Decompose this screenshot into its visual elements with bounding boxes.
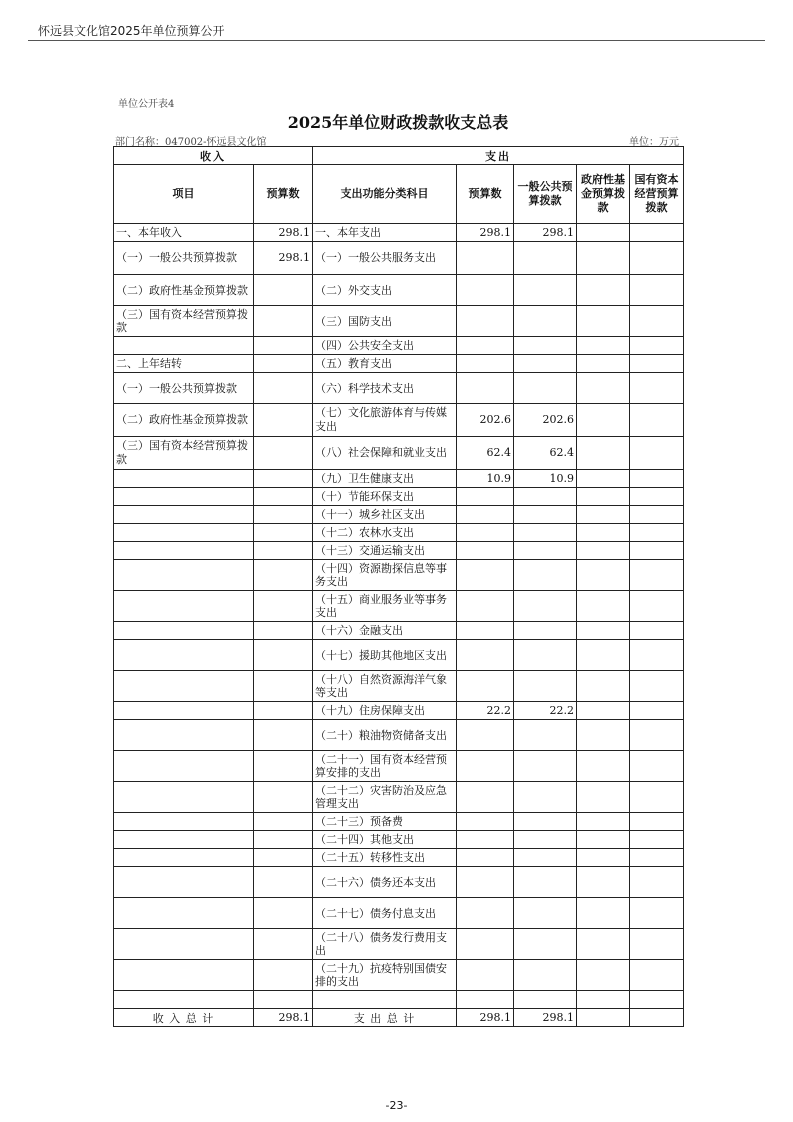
expense-item-cell: （二十二）灾害防治及应急管理支出 bbox=[313, 782, 457, 813]
expense-item-cell: （十五）商业服务业等事务支出 bbox=[313, 591, 457, 622]
general-value-cell: 10.9 bbox=[514, 470, 577, 488]
expense-value-cell bbox=[457, 831, 514, 849]
expense-value-cell: 22.2 bbox=[457, 702, 514, 720]
gov-fund-value-cell bbox=[577, 337, 630, 355]
table-row bbox=[114, 960, 684, 991]
income-value-cell bbox=[254, 560, 313, 591]
expense-value-cell bbox=[457, 337, 514, 355]
table-row bbox=[114, 275, 684, 306]
general-value-cell bbox=[514, 488, 577, 506]
table-row bbox=[114, 929, 684, 960]
income-item-cell: 二、上年结转 bbox=[114, 355, 254, 373]
running-title: 怀远县文化馆2025年单位预算公开 bbox=[38, 24, 225, 38]
gov-fund-value-cell bbox=[577, 898, 630, 929]
expense-value-cell bbox=[457, 813, 514, 831]
state-total-value bbox=[630, 1009, 684, 1027]
state-capital-value-cell bbox=[630, 849, 684, 867]
col-general: 一般公共预算拨款 bbox=[514, 165, 577, 224]
gov-fund-value-cell bbox=[577, 929, 630, 960]
income-value-cell bbox=[254, 867, 313, 898]
income-value-cell bbox=[254, 849, 313, 867]
department-name: 部门名称：047002-怀远县文化馆 bbox=[115, 137, 267, 148]
income-value-cell bbox=[254, 404, 313, 437]
income-item-cell bbox=[114, 831, 254, 849]
state-capital-value-cell bbox=[630, 867, 684, 898]
table-row bbox=[114, 373, 684, 404]
general-value-cell bbox=[514, 831, 577, 849]
col-gov-fund: 政府性基金预算拨款 bbox=[577, 165, 630, 224]
income-item-cell: （三）国有资本经营预算拨款 bbox=[114, 437, 254, 470]
income-value-cell bbox=[254, 275, 313, 306]
general-value-cell bbox=[514, 813, 577, 831]
expense-item-cell: （十六）金融支出 bbox=[313, 622, 457, 640]
gov-fund-value-cell bbox=[577, 242, 630, 275]
income-value-cell bbox=[254, 960, 313, 991]
income-value-cell bbox=[254, 720, 313, 751]
table-row bbox=[114, 751, 684, 782]
income-item-cell: （三）国有资本经营预算拨款 bbox=[114, 306, 254, 337]
table-row bbox=[114, 524, 684, 542]
income-item-cell bbox=[114, 929, 254, 960]
general-value-cell bbox=[514, 373, 577, 404]
general-value-cell: 202.6 bbox=[514, 404, 577, 437]
gov-fund-value-cell bbox=[577, 813, 630, 831]
state-capital-value-cell bbox=[630, 991, 684, 1009]
general-value-cell bbox=[514, 542, 577, 560]
expense-item-cell: 一、本年支出 bbox=[313, 224, 457, 242]
income-item-cell bbox=[114, 960, 254, 991]
table-row bbox=[114, 831, 684, 849]
gov-fund-value-cell bbox=[577, 437, 630, 470]
state-capital-value-cell bbox=[630, 224, 684, 242]
table-row bbox=[114, 671, 684, 702]
expense-value-cell bbox=[457, 671, 514, 702]
expense-item-cell: （二十六）债务还本支出 bbox=[313, 867, 457, 898]
expense-value-cell: 62.4 bbox=[457, 437, 514, 470]
expense-item-cell: （四）公共安全支出 bbox=[313, 337, 457, 355]
general-value-cell: 62.4 bbox=[514, 437, 577, 470]
gov-fund-value-cell bbox=[577, 560, 630, 591]
general-value-cell bbox=[514, 849, 577, 867]
state-capital-value-cell bbox=[630, 720, 684, 751]
income-item-cell: （二）政府性基金预算拨款 bbox=[114, 275, 254, 306]
table-row bbox=[114, 337, 684, 355]
gov-fund-value-cell bbox=[577, 542, 630, 560]
income-value-cell bbox=[254, 929, 313, 960]
gov-fund-value-cell bbox=[577, 960, 630, 991]
table-row bbox=[114, 542, 684, 560]
general-value-cell bbox=[514, 898, 577, 929]
income-total-value: 298.1 bbox=[254, 1009, 313, 1027]
expense-value-cell: 202.6 bbox=[457, 404, 514, 437]
income-item-cell: （一）一般公共预算拨款 bbox=[114, 242, 254, 275]
income-item-cell bbox=[114, 337, 254, 355]
table-row bbox=[114, 506, 684, 524]
general-total-value: 298.1 bbox=[514, 1009, 577, 1027]
income-section-header bbox=[114, 147, 313, 165]
gov-fund-value-cell bbox=[577, 831, 630, 849]
state-capital-value-cell bbox=[630, 242, 684, 275]
state-capital-value-cell bbox=[630, 831, 684, 849]
expense-value-cell bbox=[457, 275, 514, 306]
table-row bbox=[114, 355, 684, 373]
gov-fund-value-cell bbox=[577, 470, 630, 488]
income-value-cell bbox=[254, 337, 313, 355]
expense-item-cell: （二十四）其他支出 bbox=[313, 831, 457, 849]
expense-item-cell: （六）科学技术支出 bbox=[313, 373, 457, 404]
general-value-cell bbox=[514, 337, 577, 355]
income-item-cell bbox=[114, 622, 254, 640]
general-value-cell bbox=[514, 960, 577, 991]
income-item-cell bbox=[114, 751, 254, 782]
income-item-cell bbox=[114, 702, 254, 720]
expense-value-cell bbox=[457, 506, 514, 524]
state-capital-value-cell bbox=[630, 275, 684, 306]
income-section-label: 收入 bbox=[200, 149, 226, 163]
state-capital-value-cell bbox=[630, 560, 684, 591]
table-row bbox=[114, 782, 684, 813]
gov-fund-value-cell bbox=[577, 991, 630, 1009]
col-budget: 预算数 bbox=[254, 165, 313, 224]
general-value-cell bbox=[514, 355, 577, 373]
state-capital-value-cell bbox=[630, 591, 684, 622]
expense-item-cell bbox=[313, 991, 457, 1009]
expense-item-cell: （十三）交通运输支出 bbox=[313, 542, 457, 560]
gov-fund-value-cell bbox=[577, 622, 630, 640]
income-item-cell bbox=[114, 782, 254, 813]
state-capital-value-cell bbox=[630, 898, 684, 929]
income-value-cell bbox=[254, 524, 313, 542]
general-value-cell bbox=[514, 671, 577, 702]
gov-fund-value-cell bbox=[577, 702, 630, 720]
general-value-cell bbox=[514, 275, 577, 306]
expense-item-cell: （八）社会保障和就业支出 bbox=[313, 437, 457, 470]
expense-item-cell: （十二）农林水支出 bbox=[313, 524, 457, 542]
total-row bbox=[114, 1009, 684, 1027]
state-capital-value-cell bbox=[630, 306, 684, 337]
expense-value-cell bbox=[457, 640, 514, 671]
expense-item-cell: （二十九）抗疫特别国债安排的支出 bbox=[313, 960, 457, 991]
income-item-cell bbox=[114, 991, 254, 1009]
col-state-capital: 国有资本经营预算拨款 bbox=[630, 165, 684, 224]
general-value-cell bbox=[514, 506, 577, 524]
state-capital-value-cell bbox=[630, 437, 684, 470]
state-capital-value-cell bbox=[630, 640, 684, 671]
general-value-cell bbox=[514, 560, 577, 591]
income-item-cell bbox=[114, 849, 254, 867]
col-exp-budget: 预算数 bbox=[457, 165, 514, 224]
table-row bbox=[114, 640, 684, 671]
gov-fund-value-cell bbox=[577, 640, 630, 671]
expense-value-cell bbox=[457, 622, 514, 640]
income-item-cell bbox=[114, 560, 254, 591]
expense-total-label: 支 出 总 计 bbox=[313, 1009, 457, 1027]
state-capital-value-cell bbox=[630, 702, 684, 720]
income-value-cell bbox=[254, 898, 313, 929]
expense-value-cell bbox=[457, 960, 514, 991]
income-value-cell bbox=[254, 813, 313, 831]
expense-item-cell: （十四）资源勘探信息等事务支出 bbox=[313, 560, 457, 591]
income-value-cell bbox=[254, 470, 313, 488]
table-row bbox=[114, 591, 684, 622]
expense-item-cell: （二）外交支出 bbox=[313, 275, 457, 306]
income-item-cell bbox=[114, 671, 254, 702]
income-value-cell: 298.1 bbox=[254, 242, 313, 275]
expense-value-cell bbox=[457, 849, 514, 867]
expense-value-cell bbox=[457, 898, 514, 929]
general-value-cell bbox=[514, 242, 577, 275]
table-row bbox=[114, 813, 684, 831]
gov-fund-value-cell bbox=[577, 506, 630, 524]
income-value-cell bbox=[254, 437, 313, 470]
expense-value-cell bbox=[457, 306, 514, 337]
expense-item-cell: （二十八）债务发行费用支出 bbox=[313, 929, 457, 960]
state-capital-value-cell bbox=[630, 813, 684, 831]
expense-value-cell: 10.9 bbox=[457, 470, 514, 488]
state-capital-value-cell bbox=[630, 622, 684, 640]
expense-value-cell bbox=[457, 488, 514, 506]
table-row bbox=[114, 849, 684, 867]
expense-value-cell bbox=[457, 355, 514, 373]
general-value-cell bbox=[514, 640, 577, 671]
gov-fund-value-cell bbox=[577, 404, 630, 437]
expense-value-cell bbox=[457, 542, 514, 560]
income-value-cell: 298.1 bbox=[254, 224, 313, 242]
expense-value-cell: 298.1 bbox=[457, 224, 514, 242]
general-value-cell: 298.1 bbox=[514, 224, 577, 242]
table-row bbox=[114, 622, 684, 640]
gov-fund-value-cell bbox=[577, 591, 630, 622]
page-number: -23- bbox=[385, 1099, 408, 1112]
income-item-cell bbox=[114, 488, 254, 506]
income-item-cell: 一、本年收入 bbox=[114, 224, 254, 242]
income-item-cell bbox=[114, 542, 254, 560]
income-value-cell bbox=[254, 831, 313, 849]
expense-item-cell: （十八）自然资源海洋气象等支出 bbox=[313, 671, 457, 702]
income-value-cell bbox=[254, 591, 313, 622]
table-row bbox=[114, 224, 684, 242]
expense-value-cell bbox=[457, 991, 514, 1009]
col-item: 项目 bbox=[114, 165, 254, 224]
income-item-cell bbox=[114, 813, 254, 831]
expense-item-cell: （三）国防支出 bbox=[313, 306, 457, 337]
expense-section-header bbox=[313, 147, 684, 165]
expense-value-cell bbox=[457, 782, 514, 813]
state-capital-value-cell bbox=[630, 506, 684, 524]
income-item-cell bbox=[114, 506, 254, 524]
state-capital-value-cell bbox=[630, 373, 684, 404]
state-capital-value-cell bbox=[630, 542, 684, 560]
general-value-cell bbox=[514, 524, 577, 542]
expense-item-cell: （二十）粮油物资储备支出 bbox=[313, 720, 457, 751]
gov-fund-value-cell bbox=[577, 275, 630, 306]
general-value-cell bbox=[514, 720, 577, 751]
expense-value-cell bbox=[457, 242, 514, 275]
general-value-cell bbox=[514, 991, 577, 1009]
state-capital-value-cell bbox=[630, 355, 684, 373]
general-value-cell: 22.2 bbox=[514, 702, 577, 720]
gov-fund-value-cell bbox=[577, 373, 630, 404]
gov-fund-value-cell bbox=[577, 751, 630, 782]
income-item-cell bbox=[114, 470, 254, 488]
general-value-cell bbox=[514, 929, 577, 960]
state-capital-value-cell bbox=[630, 404, 684, 437]
expense-item-cell: （十七）援助其他地区支出 bbox=[313, 640, 457, 671]
table-row bbox=[114, 488, 684, 506]
page-title: 2025年单位财政拨款收支总表 bbox=[287, 113, 509, 132]
table-row bbox=[114, 991, 684, 1009]
expense-item-cell: （二十五）转移性支出 bbox=[313, 849, 457, 867]
state-capital-value-cell bbox=[630, 524, 684, 542]
income-value-cell bbox=[254, 506, 313, 524]
unit-label: 单位：万元 bbox=[629, 137, 679, 148]
table-row bbox=[114, 867, 684, 898]
income-item-cell bbox=[114, 640, 254, 671]
table-row bbox=[114, 470, 684, 488]
income-value-cell bbox=[254, 702, 313, 720]
expense-value-cell bbox=[457, 591, 514, 622]
income-total-label: 收 入 总 计 bbox=[114, 1009, 254, 1027]
income-item-cell: （一）一般公共预算拨款 bbox=[114, 373, 254, 404]
table-row bbox=[114, 242, 684, 275]
table-body bbox=[114, 224, 684, 1009]
income-item-cell bbox=[114, 524, 254, 542]
form-number: 单位公开表4 bbox=[118, 99, 175, 110]
income-value-cell bbox=[254, 542, 313, 560]
general-value-cell bbox=[514, 782, 577, 813]
state-capital-value-cell bbox=[630, 782, 684, 813]
general-value-cell bbox=[514, 867, 577, 898]
gov-fund-value-cell bbox=[577, 867, 630, 898]
expense-section-label: 支出 bbox=[485, 149, 512, 163]
gov-fund-value-cell bbox=[577, 224, 630, 242]
state-capital-value-cell bbox=[630, 929, 684, 960]
state-capital-value-cell bbox=[630, 337, 684, 355]
expense-value-cell bbox=[457, 720, 514, 751]
expense-value-cell bbox=[457, 867, 514, 898]
state-capital-value-cell bbox=[630, 470, 684, 488]
gov-fund-value-cell bbox=[577, 782, 630, 813]
expense-value-cell bbox=[457, 373, 514, 404]
gov-fund-value-cell bbox=[577, 524, 630, 542]
table-row bbox=[114, 306, 684, 337]
income-value-cell bbox=[254, 751, 313, 782]
income-value-cell bbox=[254, 671, 313, 702]
table-row bbox=[114, 437, 684, 470]
running-header bbox=[28, 18, 765, 41]
expense-value-cell bbox=[457, 751, 514, 782]
gov-fund-value-cell bbox=[577, 355, 630, 373]
state-capital-value-cell bbox=[630, 671, 684, 702]
col-function: 支出功能分类科目 bbox=[313, 165, 457, 224]
expense-value-cell bbox=[457, 929, 514, 960]
expense-item-cell: （七）文化旅游体育与传媒支出 bbox=[313, 404, 457, 437]
gov-fund-value-cell bbox=[577, 306, 630, 337]
expense-item-cell: （十九）住房保障支出 bbox=[313, 702, 457, 720]
expense-value-cell bbox=[457, 524, 514, 542]
expense-item-cell: （一）一般公共服务支出 bbox=[313, 242, 457, 275]
income-item-cell bbox=[114, 591, 254, 622]
expense-value-cell bbox=[457, 560, 514, 591]
gov-fund-value-cell bbox=[577, 720, 630, 751]
gov-fund-value-cell bbox=[577, 849, 630, 867]
income-value-cell bbox=[254, 355, 313, 373]
expense-item-cell: （五）教育支出 bbox=[313, 355, 457, 373]
expense-item-cell: （二十七）债务付息支出 bbox=[313, 898, 457, 929]
income-value-cell bbox=[254, 373, 313, 404]
general-value-cell bbox=[514, 306, 577, 337]
state-capital-value-cell bbox=[630, 960, 684, 991]
table-row bbox=[114, 898, 684, 929]
state-capital-value-cell bbox=[630, 488, 684, 506]
income-value-cell bbox=[254, 782, 313, 813]
expense-item-cell: （十）节能环保支出 bbox=[313, 488, 457, 506]
general-value-cell bbox=[514, 591, 577, 622]
income-value-cell bbox=[254, 488, 313, 506]
table-row bbox=[114, 720, 684, 751]
table-row bbox=[114, 404, 684, 437]
expense-item-cell: （九）卫生健康支出 bbox=[313, 470, 457, 488]
income-value-cell bbox=[254, 622, 313, 640]
income-value-cell bbox=[254, 991, 313, 1009]
general-value-cell bbox=[514, 751, 577, 782]
budget-table bbox=[113, 146, 684, 1027]
gov-fund-value-cell bbox=[577, 671, 630, 702]
expense-item-cell: （二十一）国有资本经营预算安排的支出 bbox=[313, 751, 457, 782]
income-item-cell: （二）政府性基金预算拨款 bbox=[114, 404, 254, 437]
expense-item-cell: （十一）城乡社区支出 bbox=[313, 506, 457, 524]
income-value-cell bbox=[254, 640, 313, 671]
income-item-cell bbox=[114, 867, 254, 898]
income-item-cell bbox=[114, 720, 254, 751]
gov-total-value bbox=[577, 1009, 630, 1027]
table-row bbox=[114, 702, 684, 720]
gov-fund-value-cell bbox=[577, 488, 630, 506]
income-value-cell bbox=[254, 306, 313, 337]
expense-total-value: 298.1 bbox=[457, 1009, 514, 1027]
state-capital-value-cell bbox=[630, 751, 684, 782]
general-value-cell bbox=[514, 622, 577, 640]
table-row bbox=[114, 560, 684, 591]
expense-item-cell: （二十三）预备费 bbox=[313, 813, 457, 831]
income-item-cell bbox=[114, 898, 254, 929]
